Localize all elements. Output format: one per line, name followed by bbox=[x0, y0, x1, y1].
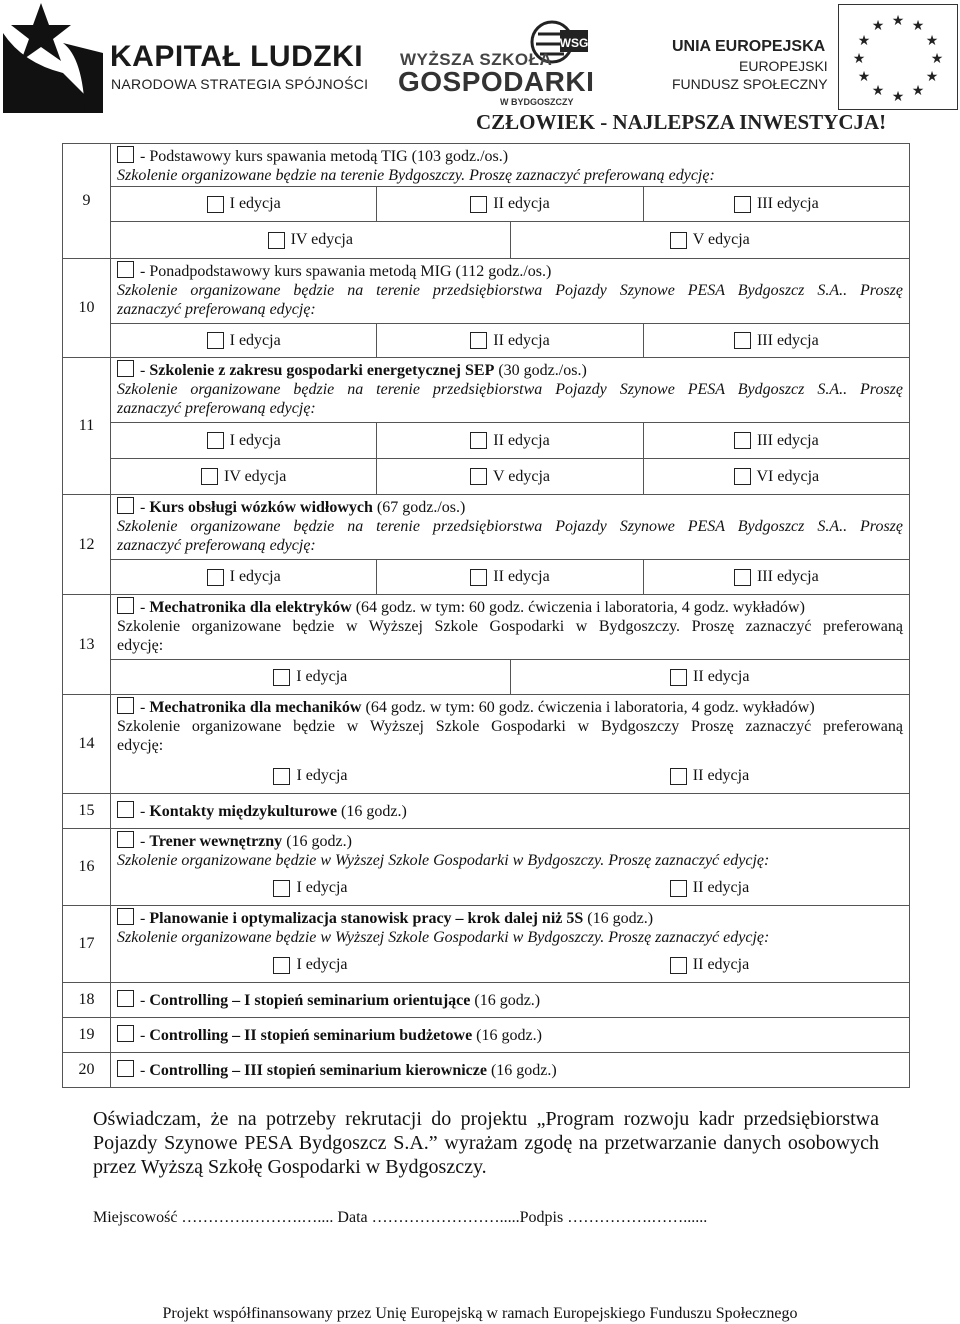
edition-option[interactable] bbox=[643, 324, 909, 357]
course-title: Controlling – I stopień seminarium orientujące bbox=[149, 992, 471, 1009]
svg-text:★: ★ bbox=[911, 19, 925, 34]
course-note: Szkolenie organizowane będzie w Wyższej Szkole Gospodarki w Bydgoszczy. Proszę zaznaczyć edycję: bbox=[117, 852, 770, 869]
course-hours: (67 godz./os.) bbox=[372, 499, 466, 516]
course-note: Szkolenie organizowane będzie na terenie przedsiębiorstwa Pojazdy Szynowe PESA Bydgoszcz S.A.. Proszę bbox=[117, 282, 903, 299]
course-note-cont: zaznaczyć preferowaną edycję: bbox=[117, 400, 316, 417]
course-checkbox[interactable] bbox=[117, 801, 134, 818]
course-note-cont: edycję: bbox=[117, 737, 164, 754]
edition-checkbox[interactable] bbox=[670, 880, 687, 897]
wsg-line3: W BYDGOSZCZY bbox=[500, 97, 574, 107]
slogan: CZŁOWIEK - NAJLEPSZA INWESTYCJA! bbox=[476, 110, 887, 134]
svg-text:★: ★ bbox=[891, 90, 905, 105]
row-content: - Controlling – III stopień seminarium kierownicze (16 godz.) bbox=[111, 1053, 910, 1088]
row-content: - Trener wewnętrzny (16 godz.) Szkolenie organizowane będzie w Wyższej Szkole Gospodarki w Bydgoszczy. Proszę zaznaczyć edycję: I edycja II edycja bbox=[111, 829, 910, 906]
course-checkbox[interactable] bbox=[117, 831, 134, 848]
edition-label: I edycja bbox=[296, 956, 348, 973]
edition-label: I edycja bbox=[229, 331, 281, 349]
wsg-line1: WYŻSZA SZKOŁA bbox=[400, 50, 553, 69]
svg-text:★: ★ bbox=[871, 84, 885, 99]
edition-checkbox[interactable] bbox=[670, 232, 687, 249]
edition-checkbox[interactable] bbox=[268, 232, 285, 249]
footer-note: Projekt współfinansowany przez Unię Europejską w ramach Europejskiego Funduszu Społecznego bbox=[162, 1305, 798, 1322]
edition-label: III edycja bbox=[756, 195, 819, 212]
course-note: Szkolenie organizowane będzie w Wyższej Szkole Gospodarki w Bydgoszczy. Proszę zaznaczyć preferowaną bbox=[117, 618, 903, 635]
edition-option[interactable] bbox=[111, 187, 376, 221]
svg-text:★: ★ bbox=[930, 52, 944, 67]
ue-line3: FUNDUSZ SPOŁECZNY bbox=[672, 76, 828, 92]
edition-option[interactable] bbox=[643, 187, 909, 221]
training-table bbox=[62, 143, 910, 1088]
course-note: Szkolenie organizowane będzie na terenie przedsiębiorstwa Pojazdy Szynowe PESA Bydgoszcz S.A.. Proszę bbox=[117, 381, 903, 398]
edition-checkbox[interactable] bbox=[207, 196, 224, 213]
edition-option[interactable] bbox=[111, 324, 376, 357]
svg-text:★: ★ bbox=[925, 34, 939, 49]
edition-label: IV edycja bbox=[290, 231, 353, 248]
edition-option[interactable] bbox=[510, 660, 910, 694]
edition-option[interactable] bbox=[111, 660, 510, 694]
edition-checkbox[interactable] bbox=[273, 768, 290, 785]
wsg-logo bbox=[400, 20, 600, 105]
row-content: - Ponadpodstawowy kurs spawania metodą MIG (112 godz./os.) Szkolenie organizowane będzie na terenie przedsiębiorstwa Pojazdy Szynowe PESA Bydgoszcz S.A.. Proszę zaznaczyć preferowaną edycję: I edycja II edycja III edycja bbox=[111, 259, 910, 358]
svg-text:★: ★ bbox=[925, 70, 939, 85]
row-number: 19 bbox=[63, 1018, 111, 1053]
edition-option[interactable] bbox=[111, 759, 510, 793]
course-title: Trener wewnętrzny bbox=[149, 833, 283, 850]
consent-declaration: Oświadczam, że na potrzeby rekrutacji do projektu „Program rozwoju kadr przedsiębiorstwa Pojazdy Szynowe PESA Bydgoszcz S.A.” wyrażam zgodę na przetwarzanie danych osobowych przez Wyższą Szkołę Gospodarki w Bydgoszczy. bbox=[93, 1108, 879, 1178]
edition-checkbox[interactable] bbox=[734, 569, 751, 586]
row-content: - Planowanie i optymalizacja stanowisk pracy – krok dalej niż 5S (16 godz.) Szkolenie organizowane będzie w Wyższej Szkole Gospodarki w Bydgoszczy. Proszę zaznaczyć edycję: I edycja II edycja bbox=[111, 906, 910, 983]
edition-option[interactable] bbox=[376, 324, 642, 357]
edition-checkbox[interactable] bbox=[201, 468, 218, 485]
edition-label: III edycja bbox=[756, 331, 819, 349]
edition-checkbox[interactable] bbox=[734, 196, 751, 213]
svg-text:★: ★ bbox=[891, 14, 905, 29]
course-checkbox[interactable] bbox=[117, 360, 134, 377]
table-row bbox=[63, 695, 910, 794]
course-checkbox[interactable] bbox=[117, 497, 134, 514]
course-hours: (103 godz./os.) bbox=[407, 148, 509, 165]
row-number: 11 bbox=[63, 358, 111, 495]
course-checkbox[interactable] bbox=[117, 597, 134, 614]
course-note-cont: zaznaczyć preferowaną edycję: bbox=[117, 537, 316, 554]
edition-option[interactable] bbox=[643, 459, 909, 494]
signature-line: Miejscowość ………….……….….... Data …………………….....Podpis …………….……...... bbox=[93, 1209, 708, 1226]
edition-label: III edycja bbox=[756, 431, 819, 449]
edition-option[interactable] bbox=[111, 871, 510, 905]
course-hours: (16 godz.) bbox=[282, 833, 352, 850]
edition-label: III edycja bbox=[756, 568, 819, 585]
page-header bbox=[0, 0, 960, 140]
row-number: 12 bbox=[63, 495, 111, 595]
edition-label: II edycja bbox=[493, 331, 550, 349]
kapital-ludzki-title: KAPITAŁ LUDZKI bbox=[110, 40, 364, 73]
wsg-badge-text: WSG bbox=[559, 36, 588, 50]
row-number: 15 bbox=[63, 794, 111, 829]
edition-checkbox[interactable] bbox=[470, 468, 487, 485]
svg-text:★: ★ bbox=[911, 84, 925, 99]
row-number: 13 bbox=[63, 595, 111, 695]
row-number: 9 bbox=[63, 144, 111, 259]
edition-checkbox[interactable] bbox=[273, 880, 290, 897]
course-hours: (112 godz./os.) bbox=[451, 263, 552, 280]
course-checkbox[interactable] bbox=[117, 1060, 134, 1077]
course-title: Podstawowy kurs spawania metodą TIG bbox=[149, 148, 408, 165]
course-hours: (16 godz.) bbox=[470, 992, 541, 1009]
edition-label: II edycja bbox=[692, 767, 750, 784]
kapital-ludzki-logo-icon bbox=[3, 3, 103, 113]
course-hours: (16 godz.) bbox=[337, 803, 407, 820]
edition-option[interactable] bbox=[111, 222, 510, 258]
course-checkbox[interactable] bbox=[117, 1025, 134, 1042]
edition-option[interactable] bbox=[643, 423, 909, 458]
table-row bbox=[63, 144, 910, 259]
edition-label: V edycja bbox=[492, 467, 550, 485]
edition-label: II edycja bbox=[692, 879, 750, 896]
edition-option[interactable] bbox=[376, 459, 642, 494]
edition-label: I edycja bbox=[296, 668, 348, 685]
course-hours: (16 godz.) bbox=[583, 910, 654, 927]
edition-option[interactable] bbox=[111, 560, 376, 594]
edition-option[interactable] bbox=[376, 423, 642, 458]
svg-text:★: ★ bbox=[857, 34, 871, 49]
edition-label: II edycja bbox=[493, 431, 550, 449]
course-title: Controlling – III stopień seminarium kierownicze bbox=[149, 1062, 487, 1079]
row-content: - Kurs obsługi wózków widłowych (67 godz./os.) Szkolenie organizowane będzie na terenie przedsiębiorstwa Pojazdy Szynowe PESA Bydgoszcz S.A.. Proszę zaznaczyć preferowaną edycję: I edycja II edycja III edycja bbox=[111, 495, 910, 595]
course-title: Szkolenie z zakresu gospodarki energetycznej SEP bbox=[149, 362, 495, 379]
table-row bbox=[63, 595, 910, 695]
table-row bbox=[63, 358, 910, 495]
edition-option[interactable] bbox=[376, 560, 642, 594]
course-note: Szkolenie organizowane będzie na terenie Bydgoszczy. Proszę zaznaczyć preferowaną edycję: bbox=[117, 167, 715, 184]
edition-checkbox[interactable] bbox=[470, 196, 487, 213]
course-title: Mechatronika dla mechaników bbox=[149, 699, 362, 716]
edition-label: VI edycja bbox=[756, 467, 820, 485]
edition-option[interactable] bbox=[643, 560, 909, 594]
edition-label: I edycja bbox=[229, 568, 281, 585]
course-note-cont: edycję: bbox=[117, 637, 164, 654]
edition-checkbox[interactable] bbox=[207, 332, 224, 349]
edition-option[interactable] bbox=[376, 187, 642, 221]
wsg-line2: GOSPODARKI bbox=[398, 66, 595, 97]
table-row bbox=[63, 794, 910, 829]
table-row bbox=[63, 1053, 910, 1088]
row-content: - Controlling – I stopień seminarium orientujące (16 godz.) bbox=[111, 983, 910, 1018]
edition-checkbox[interactable] bbox=[470, 332, 487, 349]
course-title: Controlling – II stopień seminarium budżetowe bbox=[149, 1027, 473, 1044]
row-content: - Mechatronika dla mechaników (64 godz. w tym: 60 godz. ćwiczenia i laboratoria, 4 godz. wykładów) Szkolenie organizowane będzie w Wyższej Szkole Gospodarki w Bydgoszczy Proszę zaznaczyć preferowaną edycję: I edycja II edycja bbox=[111, 695, 910, 794]
edition-label: II edycja bbox=[493, 195, 550, 212]
course-title: Planowanie i optymalizacja stanowisk pracy – krok dalej niż 5S bbox=[149, 910, 584, 927]
row-content: - Mechatronika dla elektryków (64 godz. w tym: 60 godz. ćwiczenia i laboratoria, 4 godz. wykładów) Szkolenie organizowane będzie w Wyższej Szkole Gospodarki w Bydgoszczy. Proszę zaznaczyć preferowaną edycję: I edycja II edycja bbox=[111, 595, 910, 695]
course-hours: (30 godz./os.) bbox=[494, 362, 587, 379]
eu-flag-icon bbox=[838, 4, 958, 110]
ue-line1: UNIA EUROPEJSKA bbox=[672, 38, 826, 55]
table-row bbox=[63, 259, 910, 358]
svg-text:★: ★ bbox=[857, 70, 871, 85]
table-row bbox=[63, 1018, 910, 1053]
row-content: - Szkolenie z zakresu gospodarki energetycznej SEP (30 godz./os.) Szkolenie organizowane będzie na terenie przedsiębiorstwa Pojazdy Szynowe PESA Bydgoszcz S.A.. Proszę zaznaczyć preferowaną edycję: I edycja II edycja III edycja IV edycja V edycja VI edycja bbox=[111, 358, 910, 495]
course-checkbox[interactable] bbox=[117, 261, 134, 278]
edition-checkbox[interactable] bbox=[273, 957, 290, 974]
course-hours: (16 godz.) bbox=[486, 1062, 557, 1079]
row-content: - Kontakty międzykulturowe (16 godz.) bbox=[111, 794, 910, 829]
row-content: - Podstawowy kurs spawania metodą TIG (103 godz./os.) Szkolenie organizowane będzie na terenie Bydgoszczy. Proszę zaznaczyć preferowaną edycję: I edycja II edycja III edycja IV edycja V edycja bbox=[111, 144, 910, 259]
course-title: Kurs obsługi wózków widłowych bbox=[149, 499, 373, 516]
course-title: Ponadpodstawowy kurs spawania metodą MIG bbox=[149, 263, 452, 280]
edition-option[interactable] bbox=[510, 759, 909, 793]
course-hours: (16 godz.) bbox=[472, 1027, 542, 1044]
row-content: - Controlling – II stopień seminarium budżetowe (16 godz.) bbox=[111, 1018, 910, 1053]
edition-checkbox[interactable] bbox=[273, 669, 290, 686]
edition-option[interactable] bbox=[111, 459, 376, 494]
edition-label: II edycja bbox=[493, 568, 550, 585]
edition-label: V edycja bbox=[692, 231, 750, 248]
course-checkbox[interactable] bbox=[117, 146, 134, 163]
course-note: Szkolenie organizowane będzie na terenie przedsiębiorstwa Pojazdy Szynowe PESA Bydgoszcz S.A.. Proszę bbox=[117, 518, 903, 535]
svg-text:★: ★ bbox=[871, 19, 885, 34]
row-number: 17 bbox=[63, 906, 111, 983]
row-number: 14 bbox=[63, 695, 111, 794]
course-title: Mechatronika dla elektryków bbox=[149, 599, 352, 616]
edition-checkbox[interactable] bbox=[207, 432, 224, 449]
edition-label: IV edycja bbox=[223, 467, 287, 485]
row-number: 16 bbox=[63, 829, 111, 906]
edition-option[interactable] bbox=[510, 222, 910, 258]
course-hours: (64 godz. w tym: 60 godz. ćwiczenia i laboratoria, 4 godz. wykładów) bbox=[361, 699, 815, 716]
edition-checkbox[interactable] bbox=[734, 468, 751, 485]
edition-label: II edycja bbox=[693, 668, 750, 685]
edition-label: I edycja bbox=[296, 767, 348, 784]
edition-option[interactable] bbox=[510, 948, 909, 982]
svg-text:★: ★ bbox=[852, 52, 866, 67]
kapital-ludzki-subtitle: NARODOWA STRATEGIA SPÓJNOŚCI bbox=[111, 76, 369, 92]
course-note-cont: zaznaczyć preferowaną edycję: bbox=[117, 301, 316, 318]
edition-label: I edycja bbox=[296, 879, 348, 896]
edition-label: I edycja bbox=[229, 431, 281, 449]
edition-checkbox[interactable] bbox=[670, 669, 687, 686]
row-number: 10 bbox=[63, 259, 111, 358]
table-row bbox=[63, 983, 910, 1018]
edition-checkbox[interactable] bbox=[670, 957, 687, 974]
row-number: 18 bbox=[63, 983, 111, 1018]
edition-checkbox[interactable] bbox=[734, 432, 751, 449]
edition-checkbox[interactable] bbox=[207, 569, 224, 586]
edition-label: I edycja bbox=[229, 195, 281, 212]
edition-label: II edycja bbox=[692, 956, 750, 973]
edition-option[interactable] bbox=[111, 423, 376, 458]
table-row bbox=[63, 829, 910, 906]
course-note: Szkolenie organizowane będzie w Wyższej Szkole Gospodarki w Bydgoszczy Proszę zaznaczyć preferowaną bbox=[117, 718, 903, 735]
table-row bbox=[63, 906, 910, 983]
ue-line2: EUROPEJSKI bbox=[739, 58, 828, 74]
edition-checkbox[interactable] bbox=[734, 332, 751, 349]
course-checkbox[interactable] bbox=[117, 990, 134, 1007]
edition-checkbox[interactable] bbox=[470, 569, 487, 586]
edition-option[interactable] bbox=[111, 948, 510, 982]
course-checkbox[interactable] bbox=[117, 908, 134, 925]
row-number: 20 bbox=[63, 1053, 111, 1088]
course-hours: (64 godz. w tym: 60 godz. ćwiczenia i laboratoria, 4 godz. wykładów) bbox=[351, 599, 805, 616]
edition-option[interactable] bbox=[510, 871, 909, 905]
edition-checkbox[interactable] bbox=[470, 432, 487, 449]
course-checkbox[interactable] bbox=[117, 697, 134, 714]
table-row bbox=[63, 495, 910, 595]
course-title: Kontakty międzykulturowe bbox=[149, 803, 338, 820]
course-note: Szkolenie organizowane będzie w Wyższej Szkole Gospodarki w Bydgoszczy. Proszę zaznaczyć edycję: bbox=[117, 929, 770, 946]
edition-checkbox[interactable] bbox=[670, 768, 687, 785]
